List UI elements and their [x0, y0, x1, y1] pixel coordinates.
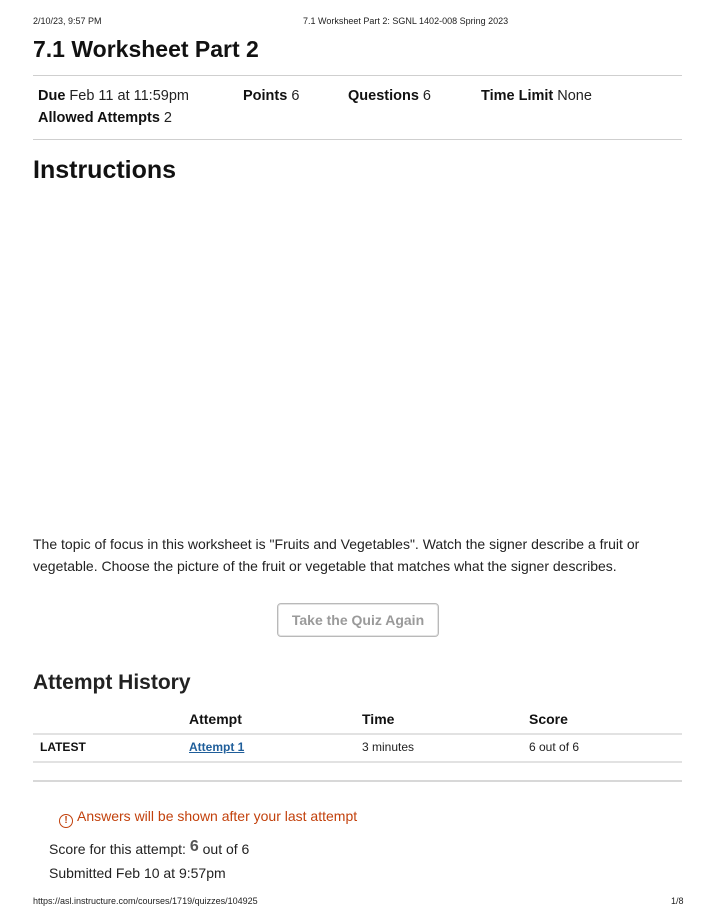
print-header: [0, 16, 714, 30]
points-value: 6: [291, 88, 300, 104]
divider: [33, 139, 682, 140]
time-limit: [481, 88, 592, 104]
table-divider: [33, 733, 682, 735]
allowed-attempts: [38, 110, 172, 126]
instructions-heading: Instructions: [33, 156, 177, 184]
points: [243, 88, 299, 104]
due-value: Feb 11 at 11:59pm: [69, 88, 189, 104]
latest-label: LATEST: [40, 740, 86, 754]
score-prefix: Score for this attempt:: [49, 841, 186, 857]
table-divider: [33, 761, 682, 763]
attempt-link[interactable]: Attempt 1: [189, 740, 245, 754]
page-number: 1/8: [671, 896, 684, 906]
answers-hidden-warning: [59, 808, 357, 828]
submitted-timestamp: Submitted Feb 10 at 9:57pm: [49, 865, 226, 881]
warning-text: Answers will be shown after your last attempt: [77, 808, 358, 824]
time-limit-value: None: [557, 88, 592, 104]
questions: [348, 88, 431, 104]
attempt-history-heading: Attempt History: [33, 671, 191, 694]
allowed-attempts-value: 2: [163, 110, 172, 126]
alert-circle-icon: !: [59, 814, 73, 828]
page-title: 7.1 Worksheet Part 2: [33, 36, 259, 62]
print-timestamp: 2/10/23, 9:57 PM: [33, 16, 102, 26]
score-value: 6: [189, 838, 199, 855]
questions-label: Questions: [348, 88, 419, 104]
divider: [33, 75, 682, 76]
due-date: [38, 88, 189, 104]
page-url: https://asl.instructure.com/courses/1719/quizzes/104925: [33, 896, 258, 906]
questions-value: 6: [422, 88, 431, 104]
column-header-score: Score: [529, 711, 568, 727]
divider: [33, 780, 682, 782]
score-suffix: out of 6: [202, 841, 250, 857]
column-header-time: Time: [362, 711, 395, 727]
print-doc-title: 7.1 Worksheet Part 2: SGNL 1402-008 Spring 2023: [303, 16, 509, 26]
time-limit-label: Time Limit: [481, 88, 554, 104]
due-label: Due: [38, 88, 66, 104]
attempt-score-summary: [49, 838, 250, 859]
column-header-attempt: Attempt: [189, 711, 242, 727]
attempt-score: 6 out of 6: [529, 740, 580, 754]
take-quiz-again-button[interactable]: Take the Quiz Again: [277, 603, 439, 637]
attempt-time: 3 minutes: [362, 740, 415, 754]
instructions-text: The topic of focus in this worksheet is "Fruits and Vegetables". Watch the signer describe a fruit or vegetable. Choose the picture of the fruit or vegetable that matches what the signer describes.: [33, 536, 640, 574]
allowed-attempts-label: Allowed Attempts: [38, 110, 160, 126]
points-label: Points: [243, 88, 288, 104]
